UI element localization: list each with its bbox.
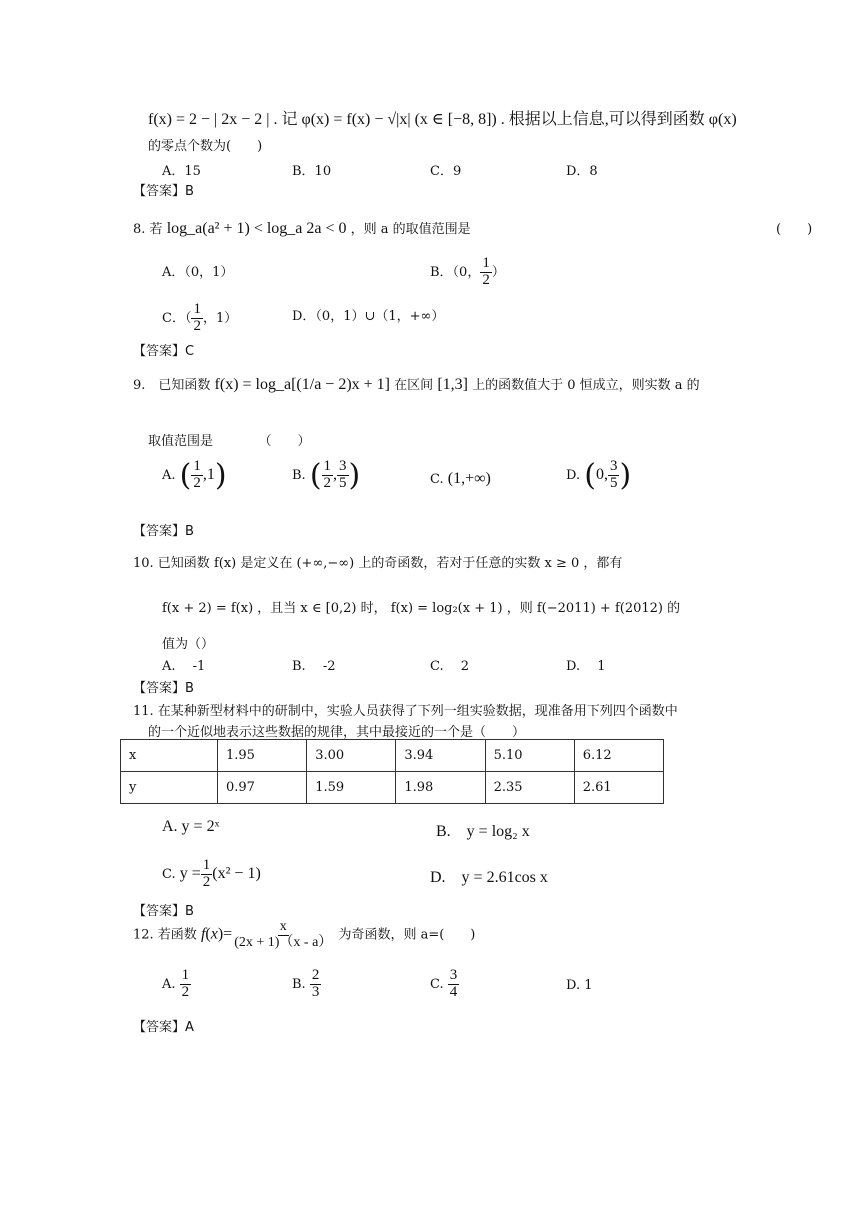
q12-option-c-label: C.	[430, 976, 444, 992]
table-row	[121, 772, 664, 804]
q12-numerator: x	[279, 919, 287, 934]
q11-option-c: C. y = $\frac{1}{2}$ (x² − 1)	[162, 857, 261, 890]
table-cell: 3.00	[307, 740, 396, 772]
q12-option-d: D. 1	[566, 978, 593, 993]
q8-option-d: D．（0，1）∪（1，+∞）	[292, 309, 445, 324]
q8-option-b-pre: B．（0，	[430, 264, 481, 280]
q8-option-c	[162, 302, 237, 335]
q10-answer: 【答案】B	[133, 681, 194, 696]
q12-option-a-label: A.	[162, 976, 176, 992]
q7-line2: 的零点个数为( )	[148, 139, 263, 154]
q9-option-d-label: D.	[566, 468, 581, 483]
q12-option-a: A. $\frac{1}{2}$	[162, 967, 190, 1000]
table-cell: 5.10	[485, 740, 574, 772]
q11-stem-line2: 的一个近似地表示这些数据的规律，其中最接近的一个是（ ）	[148, 725, 526, 740]
table-cell: 6.12	[574, 740, 663, 772]
q7-option-c: C．9	[430, 164, 462, 179]
table-cell: 1.98	[396, 772, 485, 804]
q8-stem-post: ，则 a 的取值范围是	[350, 222, 471, 237]
table-cell: x	[121, 740, 218, 772]
q9-option-c: C. (1,+∞)	[430, 470, 491, 487]
q8-stem-pre: 8. 若	[133, 222, 163, 237]
q9-interval: [1,3]	[437, 376, 468, 393]
table-cell: 2.61	[574, 772, 663, 804]
table-cell: 2.35	[485, 772, 574, 804]
q8-option-c-pre: C．（	[162, 310, 192, 326]
q11-option-b: B. y = log₂ x	[436, 823, 530, 840]
table-cell: 1.59	[307, 772, 396, 804]
q8-option-b-fraction: $\frac{1}{2}$	[482, 255, 490, 288]
q9-option-d: D. (0, $\frac{3}{5}$ )	[566, 458, 632, 493]
q8-option-c-fraction: $\frac{1}{2}$	[193, 301, 201, 334]
q11-answer: 【答案】B	[133, 904, 194, 919]
table-cell: 0.97	[218, 772, 307, 804]
table-cell: 3.94	[396, 740, 485, 772]
q12-denominator: (2x + 1)（x - a）	[234, 934, 333, 950]
q7-option-a: A．15	[162, 164, 201, 179]
q9-option-b-label: B.	[292, 468, 306, 483]
q9-line2: 取值范围是 （ ）	[148, 434, 311, 449]
q7-answer: 【答案】B	[133, 184, 194, 199]
q9-option-b: B. ( $\frac{1}{2}$ , $\frac{3}{5}$ )	[292, 458, 361, 493]
q8-option-c-post: ，1）	[202, 310, 238, 326]
q12-stem-pre: 12. 若函数	[133, 927, 197, 943]
q11-option-a: A. y = 2ˣ	[162, 818, 220, 835]
q10-line3: 值为（）	[162, 637, 215, 652]
table-cell: y	[121, 772, 218, 804]
q12-option-c: C. $\frac{3}{4}$	[430, 967, 458, 1000]
q10-line2: f(x + 2) = f(x) ，且当 x ∈ [0,2) 时， f(x) = log₂(x + 1) ，则 f(−2011) + f(2012) 的	[162, 601, 681, 616]
q8-option-b	[430, 256, 505, 289]
q8-option-a: A．（0，1）	[162, 265, 234, 280]
q8-stem	[133, 218, 471, 238]
table-cell: 1.95	[218, 740, 307, 772]
q8-answer: 【答案】C	[133, 344, 195, 359]
q12-option-b-label: B.	[292, 976, 306, 992]
q7-formula-line	[148, 106, 737, 129]
q9-option-a: A. ( $\frac{1}{2}$ ,1)	[162, 458, 227, 493]
q9-option-c-label: C.	[430, 472, 444, 487]
q12-option-b: B. $\frac{2}{3}$	[292, 967, 320, 1000]
q10-option-a: A. -1	[162, 659, 206, 674]
q11-option-d: D. y = 2.61cos x	[430, 869, 548, 886]
q9-stem	[133, 374, 700, 394]
q12-stem: 12. 若函数 f(x)= $\frac{x}{(2x + 1)(x - a)}$ 为奇函数，则 a=( )	[133, 919, 476, 950]
q12-answer: 【答案】A	[133, 1020, 194, 1035]
q7-option-b: B．10	[292, 164, 332, 179]
q11-data-table	[120, 739, 664, 804]
q9-stem-post: 上的函数值大于 0 恒成立，则实数 a 的	[472, 378, 700, 393]
q8-answer-paren: ( )	[776, 222, 813, 237]
q7-formula: f(x) = 2 − | 2x − 2 | . 记 φ(x) = f(x) − √|x| (x ∈ [−8, 8]) . 根据以上信息,可以得到函数 φ(x)	[148, 111, 737, 128]
q10-option-c: C. 2	[430, 659, 470, 674]
q7-option-d: D．8	[566, 164, 598, 179]
table-row	[121, 740, 664, 772]
q9-stem-pre: 9. 已知函数	[133, 378, 211, 393]
q9-stem-math: f(x) = log_a[(1/a − 2)x + 1]	[214, 376, 391, 393]
q11-option-c-label: C.	[162, 866, 176, 882]
q9-stem-mid: 在区间	[394, 378, 434, 393]
q12-stem-post: 为奇函数，则 a=( )	[338, 927, 476, 943]
q10-stem: 10. 已知函数 f(x) 是定义在 (+∞,−∞) 上的奇函数，若对于任意的实数 x ≥ 0 ，都有	[133, 556, 623, 571]
q9-answer: 【答案】B	[133, 524, 194, 539]
q11-stem-line1: 11. 在某种新型材料中的研制中，实验人员获得了下列一组实验数据，现准备用下列四个函数中	[133, 704, 678, 719]
q9-option-a-label: A.	[162, 468, 176, 483]
q10-option-b: B. -2	[292, 659, 336, 674]
q8-option-b-post: ）	[491, 264, 505, 280]
q10-option-d: D. 1	[566, 659, 606, 674]
q8-stem-math: log_a(a² + 1) < log_a 2a < 0	[166, 220, 347, 237]
